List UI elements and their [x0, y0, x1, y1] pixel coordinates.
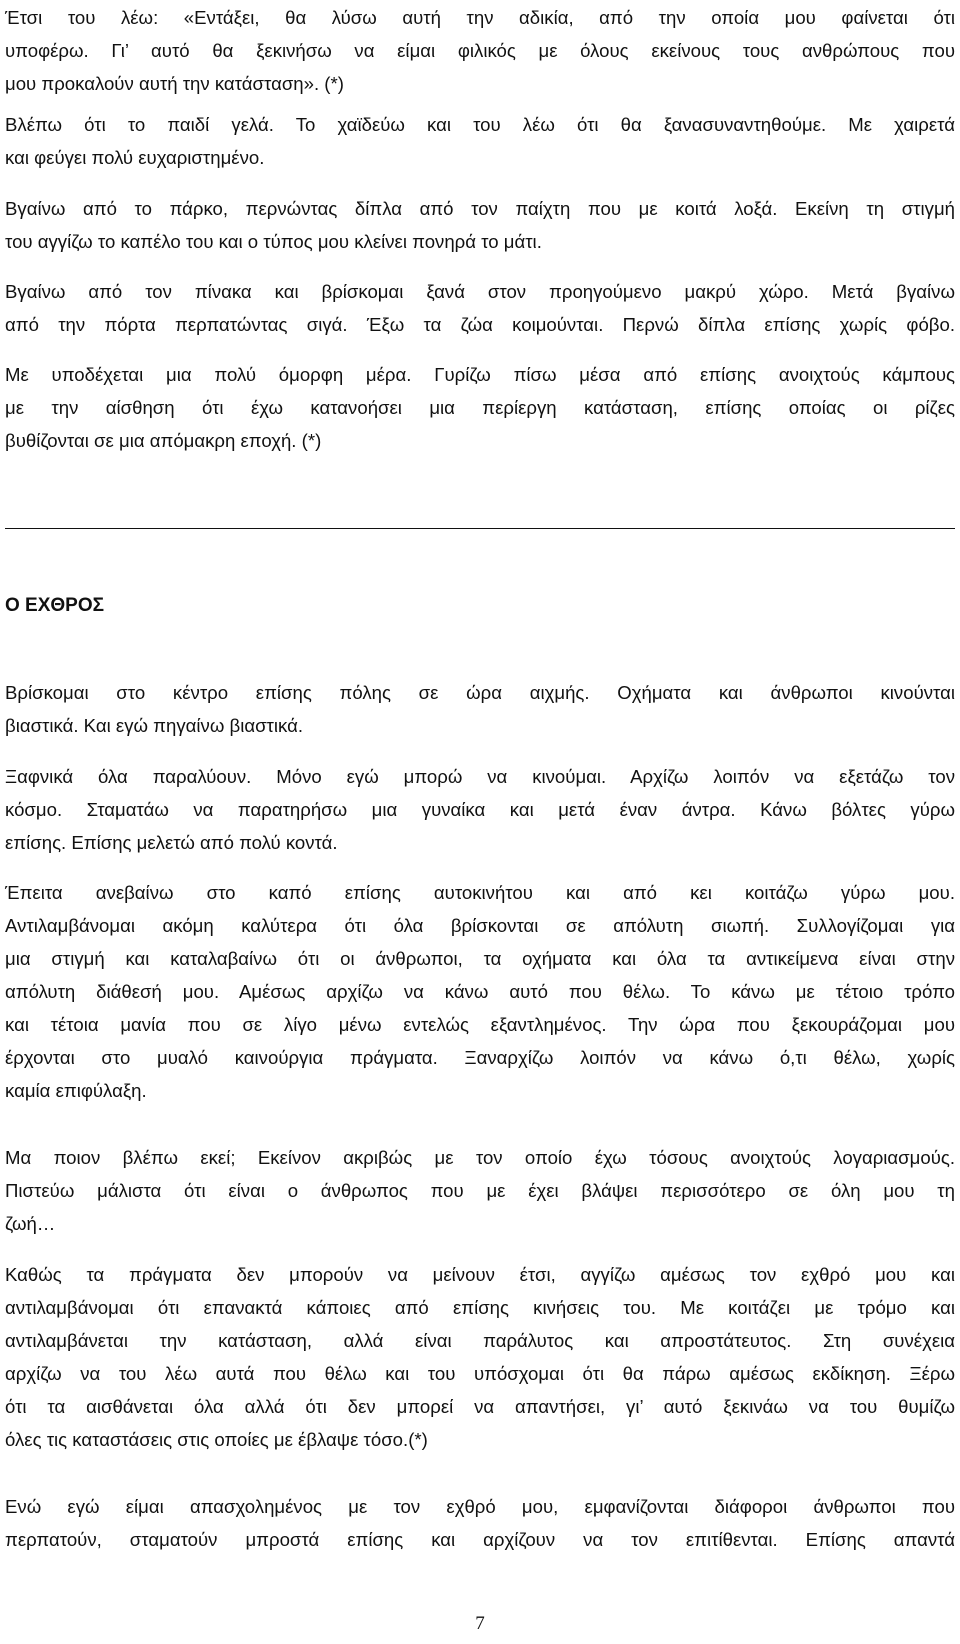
- text-line: Μα ποιον βλέπω εκεί; Εκείνον ακριβώς με τον οποίο έχω τόσους ανοιχτούς λογαριασμούς.: [5, 1147, 955, 1168]
- text-line: αντιλαμβάνεται την κατάσταση, αλλά είναι παράλυτος και απροστάτευτος. Στη συνέχεια: [5, 1330, 955, 1351]
- text-line: Βλέπω ότι το παιδί γελά. Το χαϊδεύω και του λέω ότι θα ξανασυναντηθούμε. Με χαιρετά: [5, 114, 955, 135]
- section-heading: Ο ΕΧΘΡΟΣ: [5, 595, 105, 616]
- text-line: αντιλαμβάνομαι ότι επανακτά κάποιες από επίσης κινήσεις του. Με κοιτάζει με τρόμο και: [5, 1297, 955, 1318]
- paragraph: [5, 1141, 955, 1240]
- text-line: καμία επιφύλαξη.: [5, 1080, 147, 1101]
- paragraph: [5, 108, 955, 174]
- text-line: με την αίσθηση ότι έχω κατανοήσει μια περίεργη κατάσταση, επίσης οποίας οι ρίζες: [5, 397, 955, 418]
- text-line: απόλυτη διάθεσή μου. Αμέσως αρχίζω να κάνω αυτό που θέλω. Το κάνω με τέτοιο τρόπο: [5, 981, 955, 1002]
- text-line: όλες τις καταστάσεις στις οποίες με έβλαψε τόσο.(*): [5, 1429, 428, 1450]
- text-line: αρχίζω να του λέω αυτά που θέλω και του υπόσχομαι ότι θα πάρω αμέσως εκδίκηση. Ξέρω: [5, 1363, 955, 1384]
- text-line: κόσμο. Σταματάω να παρατηρήσω μια γυναίκα και μετά έναν άντρα. Κάνω βόλτες γύρω: [5, 799, 955, 820]
- text-line: του αγγίζω το καπέλο του και ο τύπος μου κλείνει πονηρά το μάτι.: [5, 231, 542, 252]
- text-line: βυθίζονται σε μια απόμακρη εποχή. (*): [5, 430, 322, 451]
- paragraph: [5, 1258, 955, 1456]
- text-line: επίσης. Επίσης μελετώ από πολύ κοντά.: [5, 832, 338, 853]
- horizontal-divider: [5, 528, 955, 529]
- text-line: περπατούν, σταματούν μπροστά επίσης και αρχίζουν να τον επιτίθενται. Επίσης απαντά: [5, 1529, 955, 1550]
- text-line: Καθώς τα πράγματα δεν μπορούν να μείνουν έτσι, αγγίζω αμέσως τον εχθρό μου και: [5, 1264, 955, 1285]
- paragraph: [5, 1490, 955, 1556]
- text-line: μια στιγμή και καταλαβαίνω ότι οι άνθρωποι, τα οχήματα και όλα τα αντικείμενα είναι στην: [5, 948, 955, 969]
- text-line: Ενώ εγώ είμαι απασχολημένος με τον εχθρό μου, εμφανίζονται διάφοροι άνθρωποι που: [5, 1496, 955, 1517]
- text-line: Βγαίνω από τον πίνακα και βρίσκομαι ξανά στον προηγούμενο μακρύ χώρο. Μετά βγαίνω: [5, 281, 955, 302]
- paragraph: [5, 275, 955, 341]
- text-line: Έπειτα ανεβαίνω στο καπό επίσης αυτοκινήτου και από κει κοιτάζω γύρω μου.: [5, 882, 955, 903]
- paragraph: [5, 876, 955, 1107]
- text-line: από την πόρτα περπατώντας σιγά. Έξω τα ζώα κοιμούνται. Περνώ δίπλα επίσης χωρίς φόβο.: [5, 314, 955, 335]
- text-line: και τέτοια μανία που σε λίγο μένω εντελώς εξαντλημένος. Την ώρα που ξεκουράζομαι μου: [5, 1014, 955, 1035]
- text-line: έρχονται στο μυαλό καινούργια πράγματα. Ξαναρχίζω λοιπόν να κάνω ό,τι θέλω, χωρίς: [5, 1047, 955, 1068]
- paragraph: [5, 358, 955, 457]
- text-line: Ξαφνικά όλα παραλύουν. Μόνο εγώ μπορώ να κινούμαι. Αρχίζω λοιπόν να εξετάζω τον: [5, 766, 955, 787]
- text-line: υποφέρω. Γι’ αυτό θα ξεκινήσω να είμαι φιλικός με όλους εκείνους τους ανθρώπους που: [5, 40, 955, 61]
- page-number: 7: [475, 1613, 485, 1634]
- text-line: και φεύγει πολύ ευχαριστημένο.: [5, 147, 265, 168]
- paragraph: [5, 760, 955, 859]
- text-line: μου προκαλούν αυτή την κατάσταση». (*): [5, 73, 344, 94]
- text-line: ζωή…: [5, 1213, 56, 1234]
- text-line: Με υποδέχεται μια πολύ όμορφη μέρα. Γυρίζω πίσω μέσα από επίσης ανοιχτούς κάμπους: [5, 364, 955, 385]
- paragraph: [5, 192, 955, 258]
- text-line: Έτσι του λέω: «Εντάξει, θα λύσω αυτή την αδικία, από την οποία μου φαίνεται ότι: [5, 7, 955, 28]
- text-line: Βρίσκομαι στο κέντρο επίσης πόλης σε ώρα αιχμής. Οχήματα και άνθρωποι κινούνται: [5, 682, 955, 703]
- text-line: Πιστεύω μάλιστα ότι είναι ο άνθρωπος που με έχει βλάψει περισσότερο σε όλη μου τη: [5, 1180, 955, 1201]
- paragraph: [5, 676, 955, 742]
- text-line: Βγαίνω από το πάρκο, περνώντας δίπλα από τον παίχτη που με κοιτά λοξά. Εκείνη τη στιγμή: [5, 198, 955, 219]
- paragraph: [5, 1, 955, 100]
- text-line: βιαστικά. Και εγώ πηγαίνω βιαστικά.: [5, 715, 304, 736]
- text-line: ότι τα αισθάνεται όλα αλλά ότι δεν μπορεί να απαντήσει, γι’ αυτό ξεκινάω να του θυμίζω: [5, 1396, 955, 1417]
- text-line: Αντιλαμβάνομαι ακόμη καλύτερα ότι όλα βρίσκονται σε απόλυτη σιωπή. Συλλογίζομαι για: [5, 915, 955, 936]
